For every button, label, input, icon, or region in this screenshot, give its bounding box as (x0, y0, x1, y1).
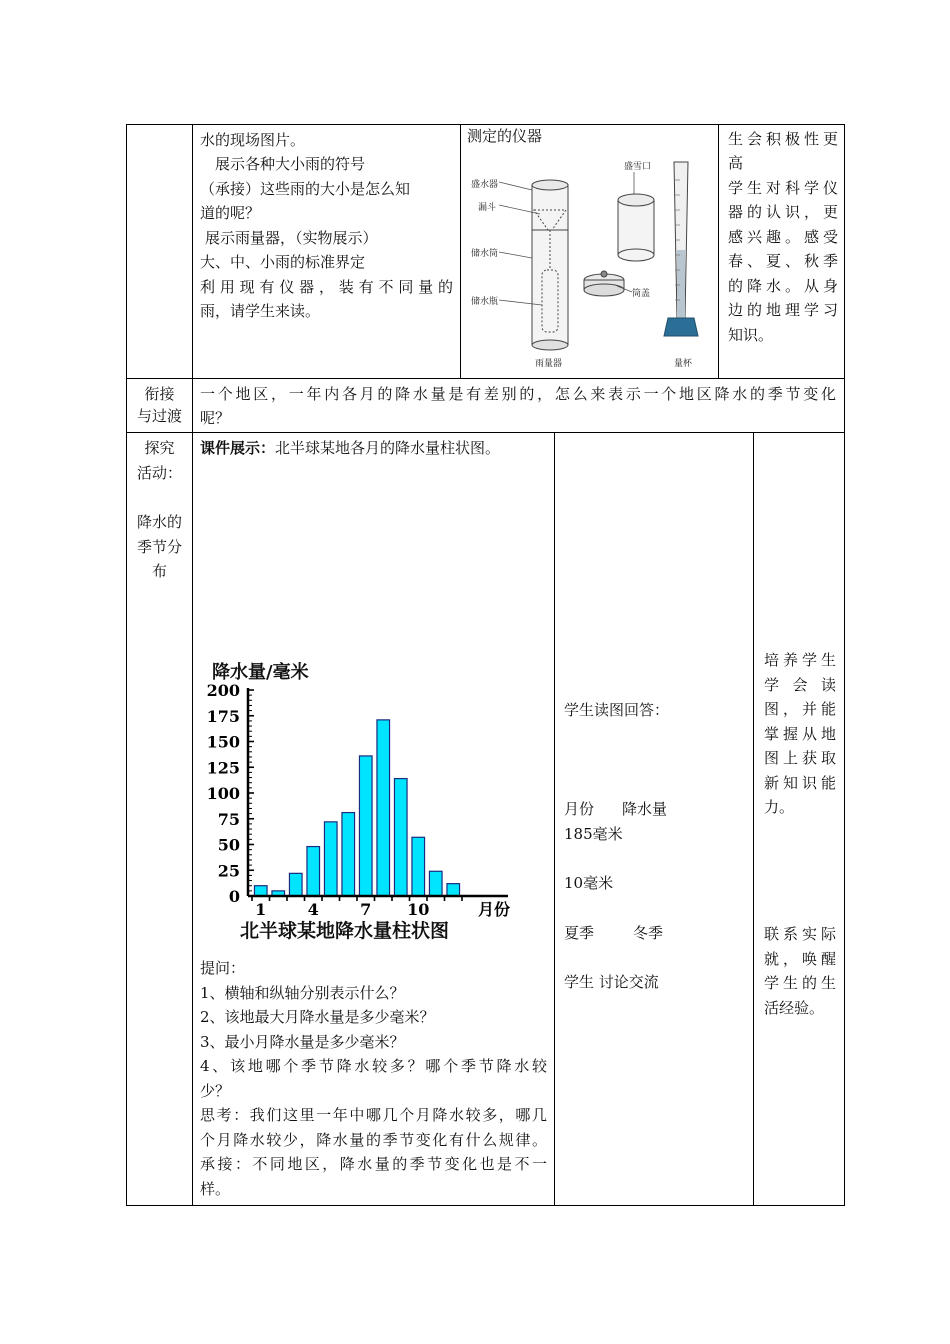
x-tick-label: 4 (307, 900, 319, 919)
student-winter: 冬季 (633, 924, 664, 942)
text-line: 展示各种大小雨的符号 (215, 155, 366, 173)
text-line: （承接）这些雨的大小是怎么知 (200, 180, 411, 198)
row-divider-2 (126, 432, 845, 433)
y-tick-label: 200 (206, 681, 240, 700)
text-line: 大、中、小雨的标准界定 (200, 253, 366, 271)
question-line: 承接：不同地区，降水量的季节变化也是不一 (200, 1155, 547, 1173)
bar-month-4 (307, 847, 320, 896)
text-line: 高 (728, 154, 744, 172)
label-lid: 筒盖 (632, 289, 651, 299)
measuring-cup (664, 162, 698, 336)
student-discuss: 学生 讨论交流 (564, 973, 659, 991)
intent-line: 图上获取 (764, 749, 836, 767)
row-label: 季节分 (136, 538, 182, 556)
bar-month-9 (394, 779, 407, 896)
text-line: 利用现有仪器，装有不同量的 (200, 278, 453, 296)
table-left-border (126, 124, 127, 1206)
transition-text: 呢？ (200, 409, 231, 427)
question-line: 1、横轴和纵轴分别表示什么？ (200, 984, 405, 1002)
precipitation-bar-chart (200, 650, 530, 950)
text-line: 感兴趣。感受 (728, 228, 838, 246)
y-tick-label: 125 (206, 758, 240, 778)
label-column-divider (192, 124, 193, 1206)
question-line: 少？ (200, 1082, 231, 1100)
text-line: 边的地理学习 (728, 301, 838, 319)
y-tick-label: 50 (217, 835, 240, 855)
x-axis-label: 月份 (477, 900, 510, 919)
bar-month-8 (377, 720, 390, 896)
label-storage-bottle: 储水瓶 (471, 297, 499, 307)
row1-divider-b (718, 124, 719, 378)
question-line: 个月降水较少，降水量的季节变化有什么规律。 (200, 1131, 547, 1149)
intent-line: 学生的生 (764, 974, 836, 992)
intent-line: 新知识能 (764, 774, 836, 792)
label-funnel: 漏斗 (478, 203, 497, 213)
row-label: 与过渡 (136, 407, 182, 425)
row-divider-1 (126, 378, 845, 379)
text-line: 器的认识，更 (728, 203, 838, 221)
x-tick-label: 1 (255, 900, 267, 919)
row-label: 衔接 (144, 385, 175, 403)
courseware-heading-bold: 课件展示： (200, 439, 276, 457)
student-precip-label: 降水量 (622, 800, 668, 818)
text-line: 道的呢？ (200, 204, 261, 222)
label-snow-mouth: 盛雪口 (624, 162, 652, 172)
text-line: 生会积极性更 (728, 130, 838, 148)
intent-line: 活经验。 (764, 999, 825, 1017)
x-tick-label: 10 (407, 900, 430, 919)
y-tick-label: 100 (206, 784, 240, 803)
question-line: 3、最小月降水量是多少毫米？ (200, 1033, 405, 1051)
snow-collector (618, 172, 654, 261)
bar-month-10 (412, 837, 425, 896)
text-line: 雨，请学生来读。 (200, 302, 321, 320)
question-line: 2、该地最大月降水量是多少毫米？ (200, 1008, 435, 1026)
bar-month-12 (447, 884, 460, 896)
row-label: 降水的 (136, 513, 182, 531)
text-line: 的降水。从身 (728, 277, 838, 295)
bar-month-6 (342, 813, 355, 896)
rain-gauge-cylinder (532, 180, 568, 350)
text-line: 知识。 (728, 326, 774, 344)
table-right-border (844, 124, 845, 1206)
courseware-heading (200, 436, 500, 461)
student-min-value: 10毫米 (564, 874, 614, 892)
y-tick-label: 175 (206, 706, 240, 726)
student-max-value: 185毫米 (564, 825, 623, 843)
bar-month-5 (324, 822, 337, 896)
courseware-heading-rest: 北半球某地各月的降水量柱状图。 (275, 439, 501, 457)
row-label: 探究 (144, 439, 175, 457)
y-tick-label: 0 (228, 887, 240, 906)
intent-line: 联系实际 (764, 925, 836, 943)
question-line: 提问： (200, 959, 246, 977)
intent-line: 就，唤醒 (764, 950, 836, 968)
bar-month-7 (359, 756, 372, 896)
text-line: 展示雨量器，（实物展示） (205, 229, 378, 247)
intent-line: 学会读 (764, 676, 836, 694)
label-rain-gauge: 雨量器 (535, 359, 563, 369)
table-bottom-border (126, 1205, 845, 1206)
text-line: 春、夏、秋季 (728, 252, 838, 270)
x-tick-label: 7 (360, 900, 372, 919)
transition-text: 一个地区，一年内各月的降水量是有差别的，怎么来表示一个地区降水的季节变化 (200, 385, 836, 403)
row3-divider-b (753, 432, 754, 1206)
row-label: 活动： (136, 464, 182, 482)
row3-divider-a (554, 432, 555, 1206)
bar-month-1 (254, 886, 267, 896)
student-month-label: 月份 (564, 800, 595, 818)
question-line: 样。 (200, 1180, 231, 1198)
text-line: 学生对科学仪 (728, 179, 838, 197)
chart-title: 北半球某地降水量柱状图 (240, 920, 450, 942)
intent-line: 力。 (764, 798, 795, 816)
intent-line: 培养学生 (764, 651, 836, 669)
label-storage-tube: 储水筒 (471, 249, 499, 259)
question-line: 思考：我们这里一年中哪几个月降水较多，哪几 (200, 1106, 547, 1124)
label-funnel-top: 盛水器 (471, 180, 499, 190)
lid (584, 271, 632, 296)
intent-line: 掌握从地 (764, 725, 836, 743)
bar-month-11 (429, 871, 442, 896)
label-cup: 量杯 (674, 359, 693, 369)
text-line: 水的现场图片。 (200, 131, 306, 149)
chart-ylabel: 降水量/毫米 (212, 662, 309, 683)
question-line: 4、该地哪个季节降水较多？哪个季节降水较 (200, 1057, 547, 1075)
student-summer: 夏季 (564, 924, 595, 942)
bar-month-3 (289, 873, 302, 896)
y-tick-label: 25 (217, 861, 240, 881)
y-tick-label: 75 (217, 809, 240, 829)
student-read-answer: 学生读图回答： (564, 701, 670, 719)
row-label: 布 (151, 562, 167, 580)
y-tick-label: 150 (206, 732, 240, 752)
intent-line: 图，并能 (764, 700, 836, 718)
row1-divider-a (460, 124, 461, 378)
rain-gauge-illustration (462, 150, 716, 375)
apparatus-title: 测定的仪器 (467, 127, 543, 145)
